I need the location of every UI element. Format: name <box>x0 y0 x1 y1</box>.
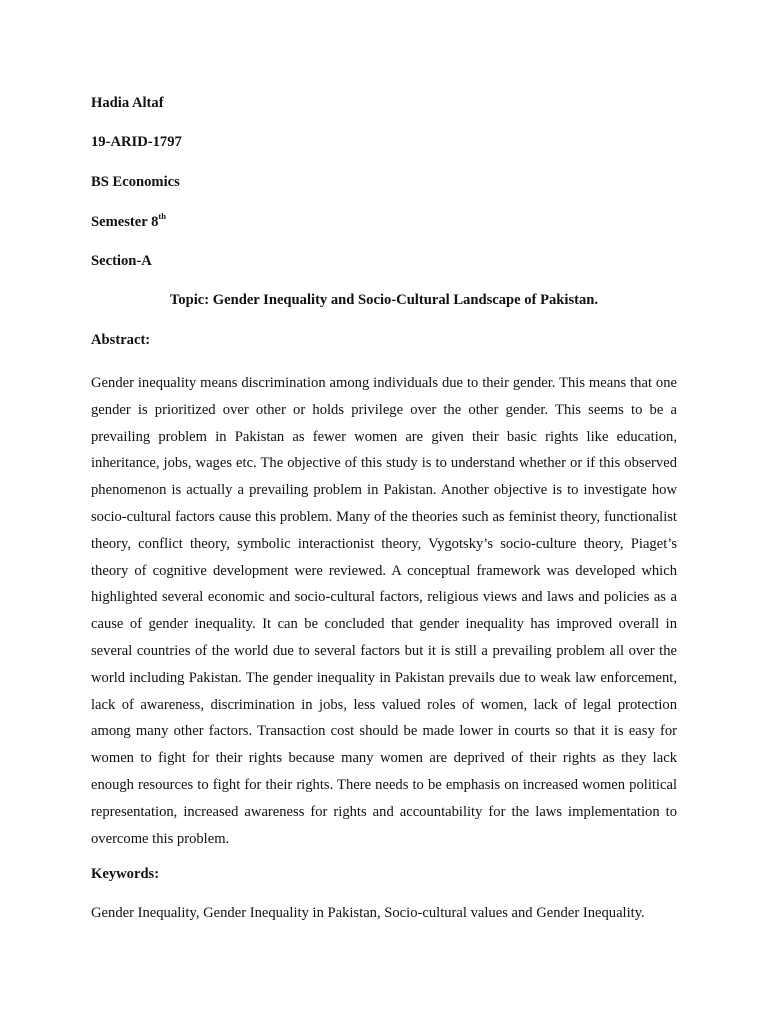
abstract-heading: Abstract: <box>91 332 151 348</box>
program: BS Economics <box>91 174 180 190</box>
abstract-paragraph: Gender inequality means discrimination among individuals due to their gender. This means that one gender is prioritized over other or holds privilege over the other gender. This seems to be a prevailing problem in Pakistan as fewer women are given their basic rights like education, inheritance, jobs, wages etc. The objective of this study is to understand whether or if this observed phenomenon is actually a prevailing problem in Pakistan. Another objective is to investigate how socio-cultural factors cause this problem. Many of the theories such as feminist theory, functionalist theory, conflict theory, symbolic interactionist theory, Vygotsky’s socio-culture theory, Piaget’s theory of cognitive development were reviewed. A conceptual framework was developed which highlighted several economic and socio-cultural factors, religious views and laws and policies as a cause of gender inequality. It can be concluded that gender inequality has improved overall in several countries of the world due to several factors but it is still a prevailing problem all over the world including Pakistan. The gender inequality in Pakistan prevails due to weak law enforcement, lack of awareness, discrimination in jobs, less valued roles of women, lack of legal protection among many other factors. Transaction cost should be made lower in courts so that it is easy for women to fight for their rights because many women are deprived of their rights as they lack enough resources to fight for their rights. There needs to be emphasis on increased women political representation, increased awareness for rights and accountability for the laws implementation to overcome this problem. <box>91 375 677 847</box>
semester-ordinal: th <box>158 211 166 222</box>
section: Section-A <box>91 253 152 269</box>
semester-text: Semester 8 <box>91 214 159 230</box>
keywords-text: Gender Inequality, Gender Inequality in Pakistan, Socio-cultural values and Gender Inequality. <box>91 905 645 921</box>
topic-title: Topic: Gender Inequality and Socio-Cultural Landscape of Pakistan. <box>169 292 599 308</box>
semester <box>91 213 166 231</box>
roll-number: 19-ARID-1797 <box>91 134 182 150</box>
author-name: Hadia Altaf <box>91 95 164 111</box>
keywords-heading: Keywords: <box>91 866 160 882</box>
